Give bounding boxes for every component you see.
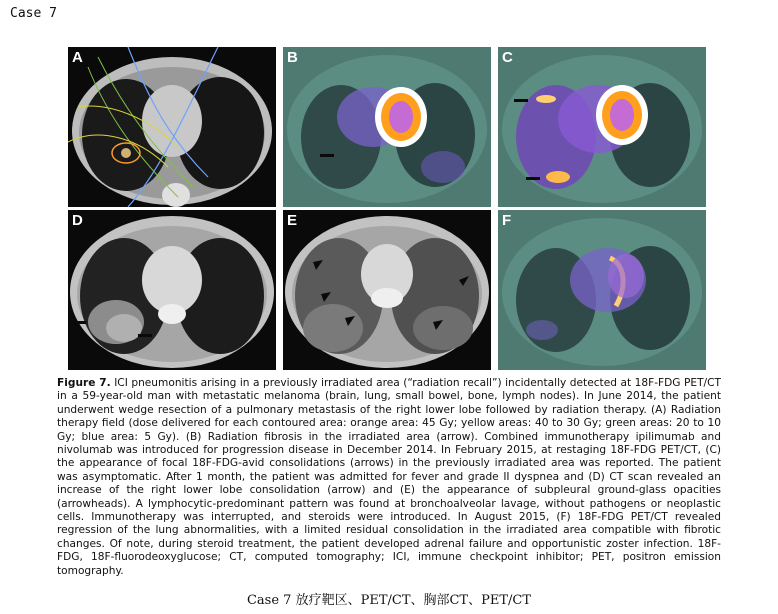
panel-letter: D: [72, 212, 83, 229]
figure-caption-text: ICI pneumonitis arising in a previously irradiated area (“radiation recall”) incidentally detected at 18F-FDG PET/CT in a 59-year-old man with metastatic melanoma (brain, lung, small bowel, bone, lymph nodes). In June 2014, the patient underwent wedge resection of a pulmonary metastasis of the right lower lobe followed by radiation therapy. (A) Radiation therapy field (dose delivered for each contoured area: orange area: 45 Gy; yellow areas: 40 to 30 Gy; green areas: 20 to 10 Gy; blue area: 5 Gy). (B) Radiation fibrosis in the irradiated area (arrow). Combined immunotherapy ipilimumab and nivolumab was introduced for progression disease in December 2014. In February 2015, at restaging 18F-FDG PET/CT, (C) the appearance of focal 18F-FDG-avid consolidations (arrows) in the previously irradiated area was reported. The patient was asymptomatic. After 1 month, the patient was admitted for fever and grade II dyspnea and (D) CT scan revealed an increase of the right lower lobe consolidation (arrow) and (E) the appearance of subpleural ground-glass opacities (arrowheads). A lymphocytic-predominant pattern was found at bronchoalveolar lavage, without pathogens or neoplastic cells. Immunotherapy was interrupted, and steroids were introduced. In August 2015, (F) 18F-FDG PET/CT revealed regression of the lung abnormalities, with a limited residual consolidation in the irradiated area compatible with fibrotic changes. Of note, during steroid treatment, the patient developed adrenal failure and opportunistic zoster infection. 18F-FDG, 18F-fluorodeoxyglucose; CT, computed tomography; ICI, immune checkpoint inhibitor; PET, positron emission tomography.: [57, 377, 721, 577]
panel-a-radiation-field-ct: [68, 47, 276, 207]
panel-c-pet-ct-consolidations: [498, 47, 706, 207]
panel-b-pet-ct-fibrosis: [283, 47, 491, 207]
panel-c-image: [498, 47, 706, 207]
panel-d-image: [68, 210, 276, 370]
panel-d-ct-consolidation: [68, 210, 276, 370]
panel-letter: B: [287, 49, 298, 66]
panel-f-image: [498, 210, 706, 370]
case-footer-caption: Case 7 放疗靶区、PET/CT、胸部CT、PET/CT: [246, 593, 532, 608]
panel-b-image: [283, 47, 491, 207]
panel-letter: E: [287, 212, 298, 229]
panel-letter: A: [72, 49, 83, 66]
panel-e-ct-ground-glass: [283, 210, 491, 370]
panel-a-image: [68, 47, 276, 207]
figure-caption-label: Figure 7.: [57, 377, 111, 389]
panel-e-image: [283, 210, 491, 370]
panel-f-pet-ct-regression: [498, 210, 706, 370]
figure-caption: [57, 377, 721, 578]
figure-panels: [68, 47, 706, 370]
case-label: Case 7: [10, 6, 57, 21]
panel-letter: F: [502, 212, 512, 229]
panel-letter: C: [502, 49, 513, 66]
